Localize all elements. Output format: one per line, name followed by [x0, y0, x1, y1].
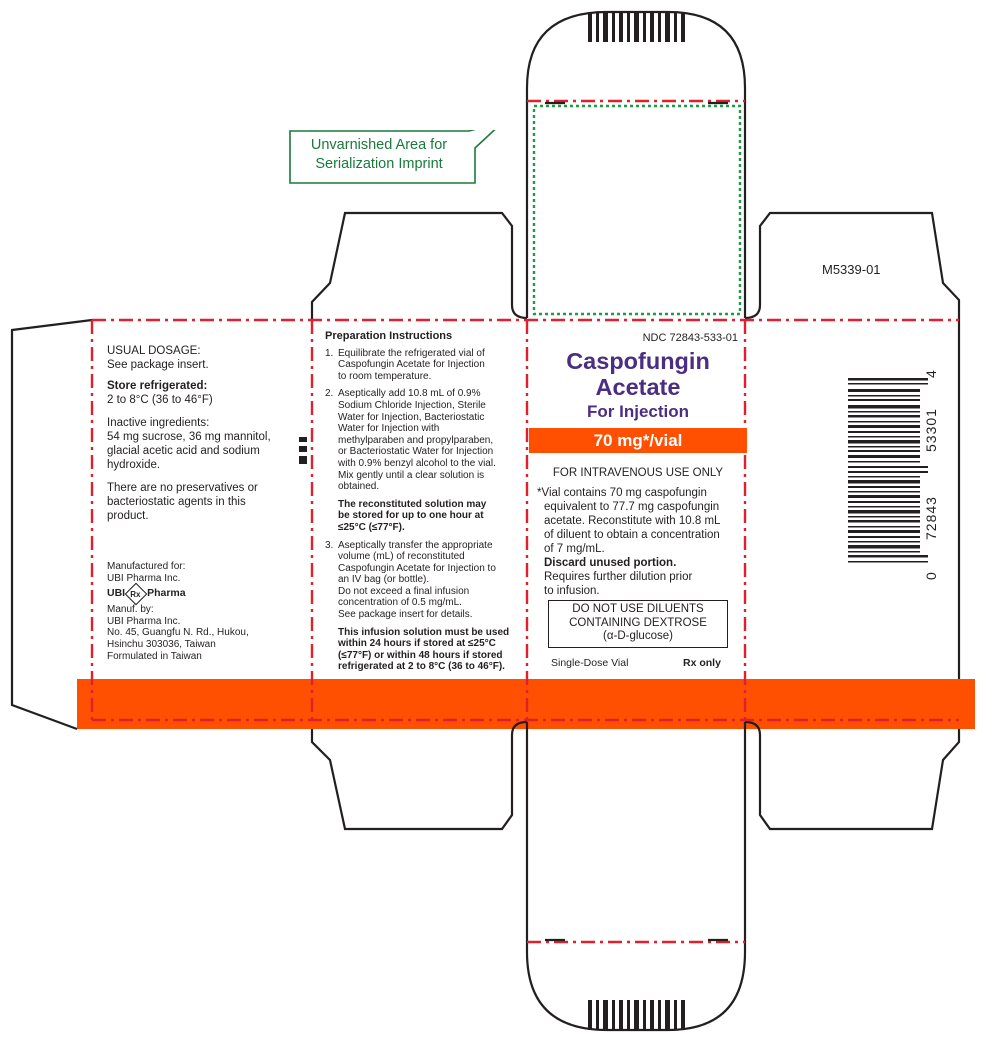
- product-form: For Injection: [587, 402, 689, 421]
- barcode-digit-left: 0: [923, 572, 939, 580]
- left-side-panel: [107, 344, 307, 523]
- preservative-line2: bacteriostatic agents in this: [107, 496, 246, 508]
- manufactured-for-name: UBI Pharma Inc.: [107, 572, 181, 584]
- see-insert: See package insert.: [107, 359, 209, 371]
- warning-line3: (α-D-glucose): [603, 630, 673, 642]
- ndc-number: NDC 72843-533-01: [642, 332, 738, 344]
- callout-line1: Unvarnished Area for: [310, 137, 448, 153]
- barcode-digit-right: 4: [923, 370, 939, 378]
- address-line1: No. 45, Guangfu N. Rd., Hukou,: [107, 627, 249, 639]
- store-temp: 2 to 8°C (36 to 46°F): [107, 394, 213, 406]
- inactive-line2: glacial acetic acid and sodium: [107, 445, 260, 457]
- reconstituted-note: The reconstituted solution may be stored for up to one hour at ≤25°C (≤77°F).: [338, 498, 487, 533]
- prep-step-1: 1. Equilibrate the refrigerated vial of Caspofungin Acetate for Injection to room temperature.: [325, 347, 485, 382]
- preservative-line3: product.: [107, 510, 149, 522]
- address-line2: Hsinchu 303036, Taiwan: [107, 638, 216, 650]
- callout-line2: Serialization Imprint: [315, 156, 443, 172]
- logo-pharma: Pharma: [147, 587, 186, 600]
- store-heading: Store refrigerated:: [107, 380, 208, 392]
- inactive-heading: Inactive ingredients:: [107, 417, 210, 429]
- single-dose-vial: Single-Dose Vial: [551, 657, 629, 669]
- inactive-line3: hydroxide.: [107, 459, 161, 471]
- rx-only: Rx only: [683, 657, 721, 669]
- vial-contents: *Vial contains 70 mg caspofungin equivalent to 77.7 mg caspofungin acetate. Reconstitute with 10.8 mL of diluent to obtain a concentration of 7 mg/mL. Discard unused portion. Requires further dilution prior to infusion.: [537, 486, 747, 598]
- rx-diamond-icon: Rx: [125, 583, 148, 606]
- callout-label: [289, 136, 469, 174]
- prep-heading: Preparation Instructions: [325, 330, 453, 342]
- infusion-note: This infusion solution must be used within 24 hours if stored at ≤25°C (≤77°F) or within 48 hours if stored refrigerated at 2 to 8°C (36 to 46°F).: [338, 626, 510, 673]
- manufacturer-block: [107, 561, 307, 662]
- usual-dosage-heading: USUAL DOSAGE:: [107, 345, 201, 357]
- prep-step-3: 3. Aseptically transfer the appropriate volume (mL) of reconstituted Caspofungin Acetate for Injection to an IV bag (or bottle). Do not exceed a final infusion concentration of 0.5 mg/mL. See package insert for details.: [325, 539, 496, 621]
- ubi-pharma-logo: [107, 586, 307, 602]
- logo-ubi: UBI: [107, 587, 126, 600]
- manufactured-for: Manufactured for:: [107, 561, 186, 572]
- inactive-line1: 54 mg sucrose, 36 mg mannitol,: [107, 431, 271, 443]
- dextrose-warning-box: [548, 600, 728, 648]
- preparation-panel: [325, 331, 521, 673]
- route-statement: FOR INTRAVENOUS USE ONLY: [552, 467, 724, 479]
- part-code: M5339-01: [822, 262, 881, 277]
- manuf-by: Manuf. by:: [107, 604, 154, 616]
- product-name-line2: Acetate: [595, 374, 681, 400]
- bottom-bar-marks: [588, 1000, 685, 1030]
- discard-statement: Discard unused portion.: [544, 557, 677, 569]
- barcode-group2: 53301: [923, 408, 939, 452]
- product-name: [529, 348, 747, 400]
- upc-barcode: [848, 378, 928, 563]
- manuf-name: UBI Pharma Inc.: [107, 615, 181, 627]
- top-bar-marks: [588, 12, 685, 42]
- preservative-line1: There are no preservatives or: [107, 482, 258, 494]
- prep-step-2: 2. Aseptically add 10.8 mL of 0.9% Sodium Chloride Injection, Sterile Water for Injection, Bacteriostatic Water for Injection with methylparaben and propylparaben, or Bacteriostatic Water for Injection with 0.9% benzyl alcohol to the vial. Mix gently until a clear solution is obtained.: [325, 388, 496, 493]
- warning-line2: CONTAINING DEXTROSE: [569, 616, 707, 629]
- barcode-group1: 72843: [923, 496, 939, 540]
- unvarnished-area: [534, 106, 740, 314]
- warning-line1: DO NOT USE DILUENTS: [572, 603, 704, 615]
- formulated-in: Formulated in Taiwan: [107, 650, 202, 662]
- product-name-line1: Caspofungin: [566, 348, 710, 374]
- dose-strength: 70 mg*/vial: [529, 428, 747, 453]
